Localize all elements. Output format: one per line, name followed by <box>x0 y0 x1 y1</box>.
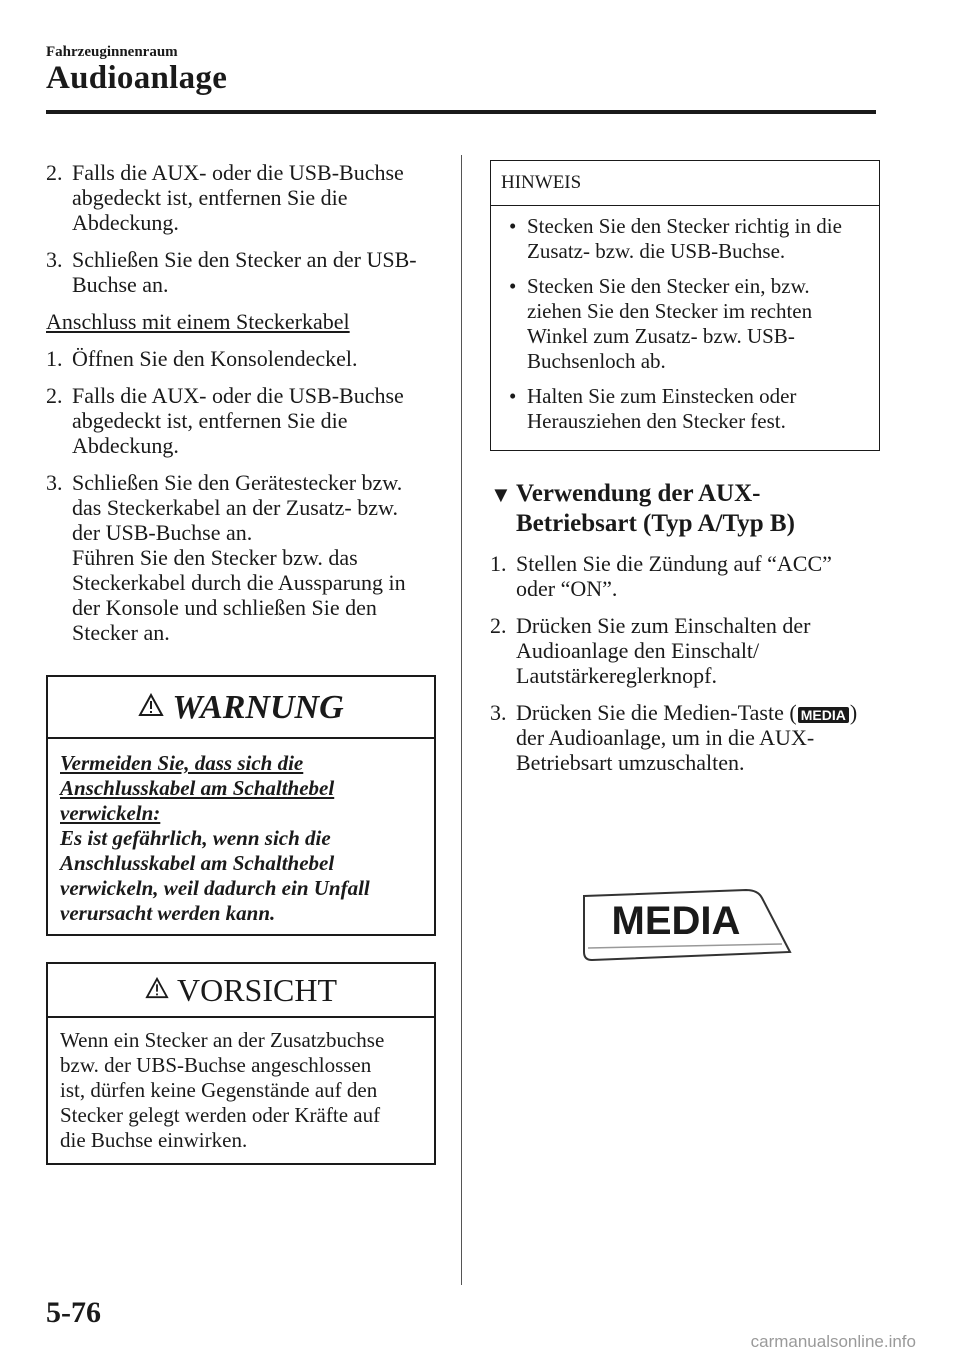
step-line: abgedeckt ist, entfernen Sie die <box>72 408 348 433</box>
text-line: verwickeln: <box>60 801 161 825</box>
warning-body <box>48 739 434 934</box>
step-line: Stellen Sie die Zündung auf “ACC” <box>516 551 832 576</box>
note-bullet <box>501 274 869 374</box>
bullet-line: Stecken Sie den Stecker ein, bzw. <box>527 274 810 298</box>
step-item <box>46 383 436 458</box>
step-number: 2. <box>490 613 507 638</box>
section-label: Fahrzeuginnenraum <box>46 44 178 60</box>
bullet-line: Halten Sie zum Einstecken oder <box>527 384 797 408</box>
bullet-dot-icon: • <box>509 214 517 238</box>
step-line: Schließen Sie den Gerätestecker bzw. <box>72 470 403 495</box>
step-number: 2. <box>46 160 63 185</box>
step-item <box>46 346 436 371</box>
warning-title: WARNUNG <box>172 688 344 726</box>
bullet-dot-icon: • <box>509 274 517 298</box>
text-line: Anschlusskabel am Schalthebel <box>60 776 335 800</box>
step-line <box>490 700 880 725</box>
bullet-line: Herausziehen den Stecker fest. <box>527 409 786 433</box>
bullet-line: ziehen Sie den Stecker im rechten <box>527 299 813 323</box>
step-number: 1. <box>46 346 63 371</box>
text-line: verursacht werden kann. <box>60 901 276 925</box>
section-title-text <box>516 479 880 539</box>
warning-triangle-icon <box>138 693 164 722</box>
step-item <box>46 160 436 235</box>
text-line: bzw. der UBS-Buchse angeschlossen <box>60 1053 372 1077</box>
text-line: verwickeln, weil dadurch ein Unfall <box>60 876 370 900</box>
column-divider <box>461 155 462 1285</box>
text-line: die Buchse einwirken. <box>60 1128 248 1152</box>
text-line: Betriebsart umzuschalten. <box>516 750 745 775</box>
steps-list-right <box>490 551 880 688</box>
step-item <box>46 247 436 297</box>
step-line: Steckerkabel durch die Aussparung in <box>72 570 406 595</box>
step-line: oder “ON”. <box>516 576 618 601</box>
step-line: Drücken Sie zum Einschalten der <box>516 613 811 638</box>
caution-title: VORSICHT <box>176 971 337 1008</box>
text-line: Es ist gefährlich, wenn sich die <box>60 826 331 850</box>
caution-header <box>48 964 434 1018</box>
step-number: 3. <box>490 700 507 725</box>
text-line: Wenn ein Stecker an der Zusatzbuchse <box>60 1028 385 1052</box>
step-line: Falls die AUX- oder die USB-Buchse <box>72 160 404 185</box>
step-line: Stecker an. <box>72 620 170 645</box>
step-line: Buchse an. <box>72 272 169 297</box>
step-text: Drücken Sie die Medien-Taste ( <box>516 700 797 725</box>
step-line: Abdeckung. <box>72 433 179 458</box>
left-column <box>46 160 436 1165</box>
text-line: Anschlusskabel am Schalthebel <box>60 851 335 875</box>
steps-list-a <box>46 160 436 297</box>
bullet-line: Buchsenloch ab. <box>527 349 666 373</box>
bullet-line: Winkel zum Zusatz- bzw. USB- <box>527 324 795 348</box>
step-3 <box>490 700 880 775</box>
text-line: Verwendung der AUX- <box>516 480 761 507</box>
step-line: das Steckerkabel an der Zusatz- bzw. <box>72 495 398 520</box>
text-line: der Audioanlage, um in die AUX- <box>516 725 815 750</box>
text-line: Stecker gelegt werden oder Kräfte auf <box>60 1103 381 1127</box>
step-number: 3. <box>46 470 63 495</box>
step-continuation <box>516 725 880 775</box>
step-line: abgedeckt ist, entfernen Sie die <box>72 185 348 210</box>
page-number: 5-76 <box>46 1296 101 1329</box>
text-line: Vermeiden Sie, dass sich die <box>60 751 304 775</box>
bullet-line: Zusatz- bzw. die USB-Buchse. <box>527 239 786 263</box>
media-button-label: MEDIA <box>611 899 741 943</box>
step-text: ) <box>849 700 858 725</box>
media-button-icon: MEDIA <box>798 707 849 723</box>
subheading: Anschluss mit einem Steckerkabel <box>46 309 350 334</box>
step-number: 2. <box>46 383 63 408</box>
step-item <box>46 470 436 645</box>
warning-box <box>46 675 436 936</box>
note-bullet <box>501 384 869 434</box>
step-line: Öffnen Sie den Konsolendeckel. <box>72 346 358 371</box>
step-item <box>490 551 880 601</box>
step-line: Führen Sie den Stecker bzw. das <box>72 545 358 570</box>
step-number: 1. <box>490 551 507 576</box>
note-body <box>491 206 879 450</box>
step-item <box>490 613 880 688</box>
step-line: Schließen Sie den Stecker an der USB- <box>72 247 417 272</box>
step-line: Lautstärkereglerknopf. <box>516 663 717 688</box>
media-button-illustration <box>578 886 792 968</box>
watermark: carmanualsonline.info <box>750 1332 916 1351</box>
bullet-dot-icon: • <box>509 384 517 408</box>
right-column <box>490 160 880 787</box>
step-line: Falls die AUX- oder die USB-Buchse <box>72 383 404 408</box>
section-title <box>490 479 880 539</box>
step-line: der USB-Buchse an. <box>72 520 253 545</box>
step-line: Audioanlage den Einschalt/ <box>516 638 760 663</box>
warning-header <box>48 677 434 739</box>
caution-body <box>48 1018 434 1163</box>
text-line: ist, dürfen keine Gegenstände auf den <box>60 1078 378 1102</box>
page-title: Audioanlage <box>46 60 228 96</box>
note-bullet <box>501 214 869 264</box>
note-box <box>490 160 880 451</box>
down-triangle-icon: ▼ <box>490 482 512 507</box>
step-line: der Konsole und schließen Sie den <box>72 595 377 620</box>
bullet-line: Stecken Sie den Stecker richtig in die <box>527 214 842 238</box>
steps-list-b <box>46 346 436 645</box>
header-rule <box>46 110 876 114</box>
note-title: HINWEIS <box>491 161 879 206</box>
warning-triangle-icon <box>145 977 169 1004</box>
step-number: 3. <box>46 247 63 272</box>
step-line: Abdeckung. <box>72 210 179 235</box>
text-line: Betriebsart (Typ A/Typ B) <box>516 510 795 537</box>
caution-box <box>46 962 436 1165</box>
